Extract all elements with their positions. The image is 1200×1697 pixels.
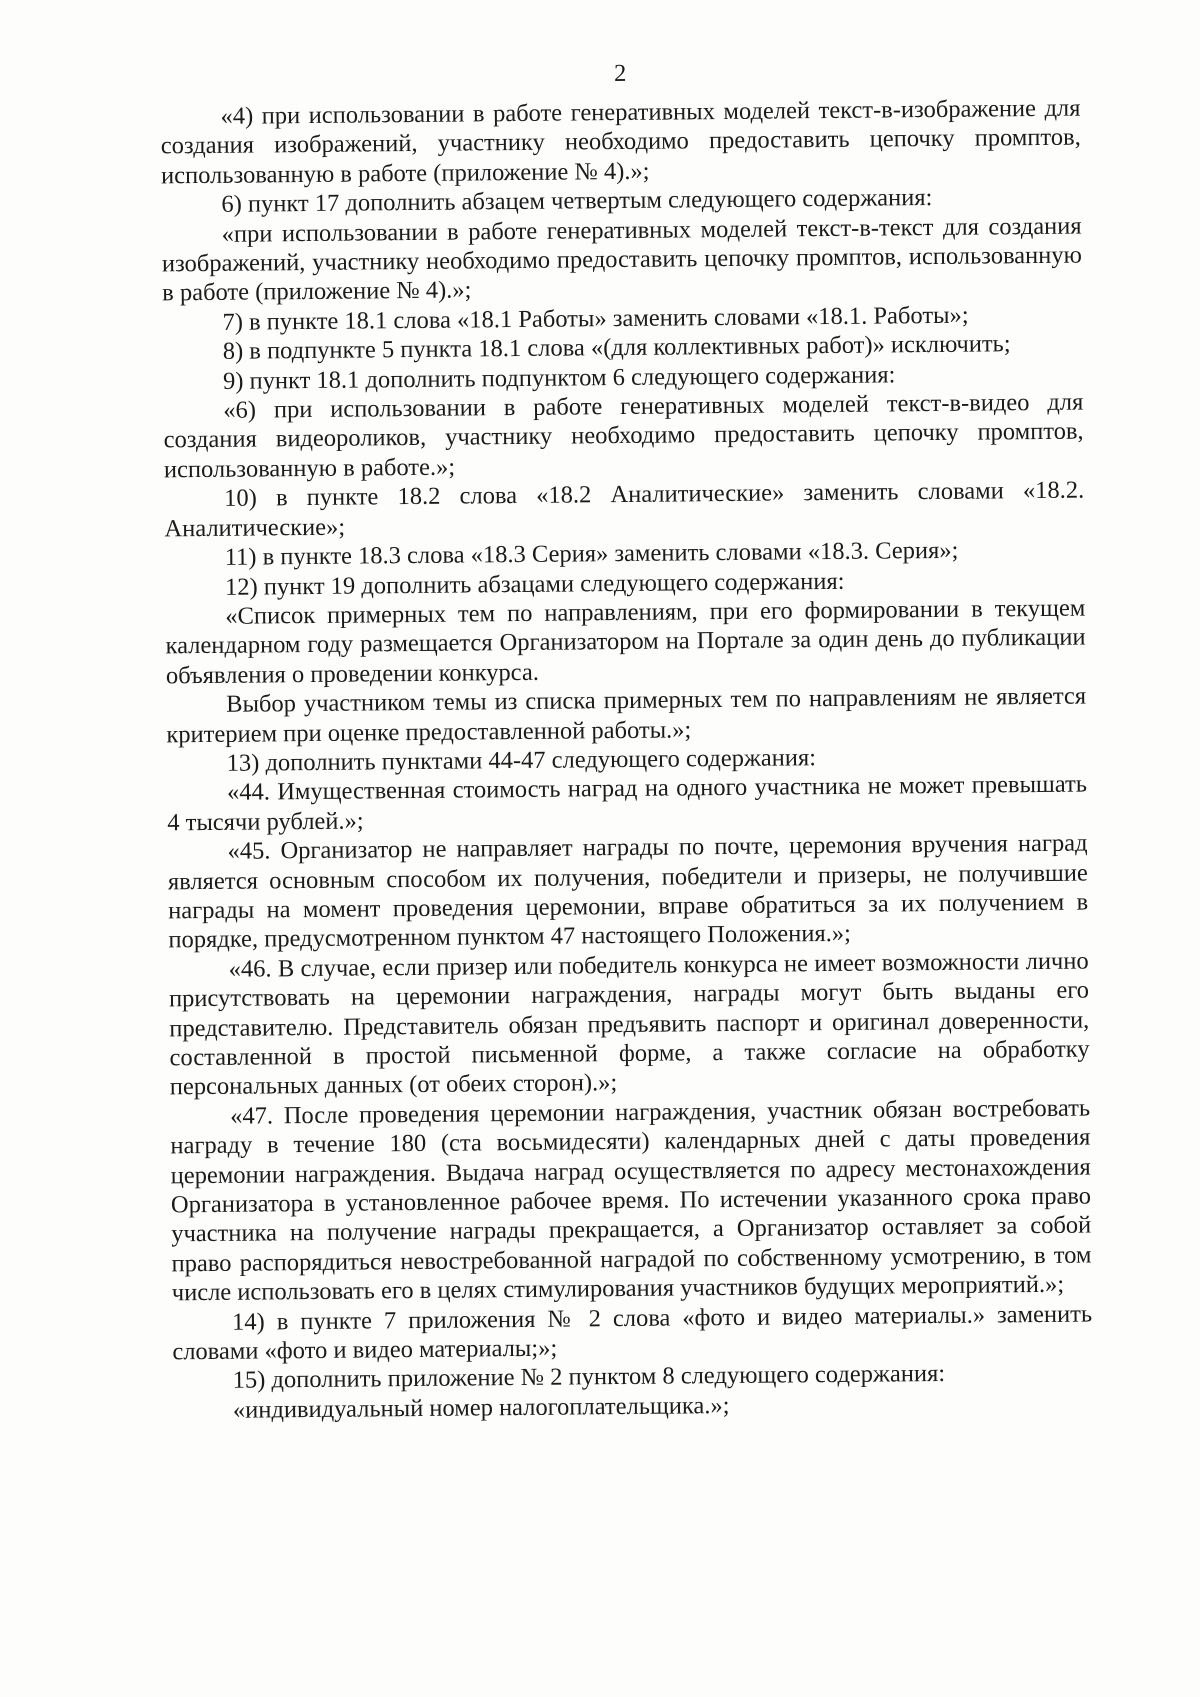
paragraph-amend-point-17: 6) пункт 17 дополнить абзацем четвертым следующего содержания: xyxy=(221,184,933,219)
paragraph-amend-18-3: 11) в пункте 18.3 слова «18.3 Серия» заменить словами «18.3. Серия»; xyxy=(224,536,959,571)
paragraph-add-points-44-47: 13) дополнить пунктами 44-47 следующего содержания: xyxy=(226,744,817,777)
paragraph-point-46: «46. В случае, если призер или победитель конкурса не имеет возможности лично присутствовать на церемонии награждения, награды могут быть выданы его представителю. Представитель обязан предъявить паспорт и оригинал доверенности, составленной в простой письменной форме, а также согласие на обработку персональных данных (от обеих сторон).»; xyxy=(168,947,1090,1101)
paragraph-amend-point-19: 12) пункт 19 дополнить абзацами следующего содержания: xyxy=(224,567,845,601)
paragraph-point-47: «47. После проведения церемонии награждения, участник обязан востребовать награду в течение 180 (ста восьмидесяти) календарных дней с даты проведения церемонии награждения. Выдача наград осуществляется по адресу местонахождения Организатора в установленное рабочее время. По истечении указанного срока право участника на получение награды прекращается, а Организатор оставляет за собой право распорядиться невостребованной наградой по собственному усмотрению, в том числе использовать его в целях стимулирования участников будущих мероприятий.»; xyxy=(170,1094,1092,1307)
paragraph-item-4-text-to-image: «4) при использовании в работе генеративных моделей текст-в-изображение для создания изображений, участнику необходимо предоставить цепочку промптов, использованную в работе (приложение № 4).»; xyxy=(160,94,1081,190)
paragraph-amend-18-1-add-sub6: 9) пункт 18.1 дополнить подпунктом 6 следующего содержания: xyxy=(222,361,896,395)
paragraph-amend-appendix-2-point-7: 14) в пункте 7 приложения № 2 слова «фото и видео материалы.» заменить словами «фото и видео материалы;»; xyxy=(172,1300,1093,1366)
paragraph-point-44: «44. Имущественная стоимость наград на одного участника не может превышать 4 тысячи рублей.»; xyxy=(167,770,1088,837)
paragraph-amend-18-1-words: 7) в пункте 18.1 слова «18.1 Работы» заменить словами «18.1. Работы»; xyxy=(222,301,969,336)
paragraph-topic-list: «Список примерных тем по направлениям, при его формировании в текущем календарном году размещается Организатором на Портале за один день до публикации объявления о проведении конкурса. xyxy=(165,594,1086,690)
paragraph-taxpayer-number: «индивидуальный номер налогоплательщика.»; xyxy=(232,1391,730,1424)
paragraph-text-to-video: «6) при использовании в работе генеративных моделей текст-в-видео для создания видеороликов, участнику необходимо предоставить цепочку промптов, использованную в работе.»; xyxy=(163,388,1084,484)
paragraph-topic-choice: Выбор участником темы из списка примерных тем по направлениям не является критерием при оценке предоставленной работы.»; xyxy=(166,682,1087,748)
document-body xyxy=(160,56,1093,1426)
page-number: 2 xyxy=(613,59,627,88)
paragraph-text-to-text: «при использовании в работе генеративных моделей текст-в-текст для создания изображений, участнику необходимо предоставить цепочку промптов, использованную в работе (приложение № 4).»; xyxy=(161,212,1083,307)
paragraph-amend-18-1-sub5: 8) в подпункте 5 пункта 18.1 слова «(для коллективных работ)» исключить; xyxy=(222,330,1011,366)
paragraph-point-45: «45. Организатор не направляет награды по почте, церемония вручения наград является основным способом их получения, победители и призеры, не получившие награды на момент проведения церемонии, вправе обратиться за их получением в порядке, предусмотренном пунктом 47 настоящего Положения.»; xyxy=(167,829,1089,954)
paragraph-amend-appendix-2-add-point-8: 15) дополнить приложение № 2 пунктом 8 следующего содержания: xyxy=(232,1360,946,1395)
paragraph-amend-18-2: 10) в пункте 18.2 слова «18.2 Аналитические» заменить словами «18.2. Аналитические»; xyxy=(164,476,1085,543)
